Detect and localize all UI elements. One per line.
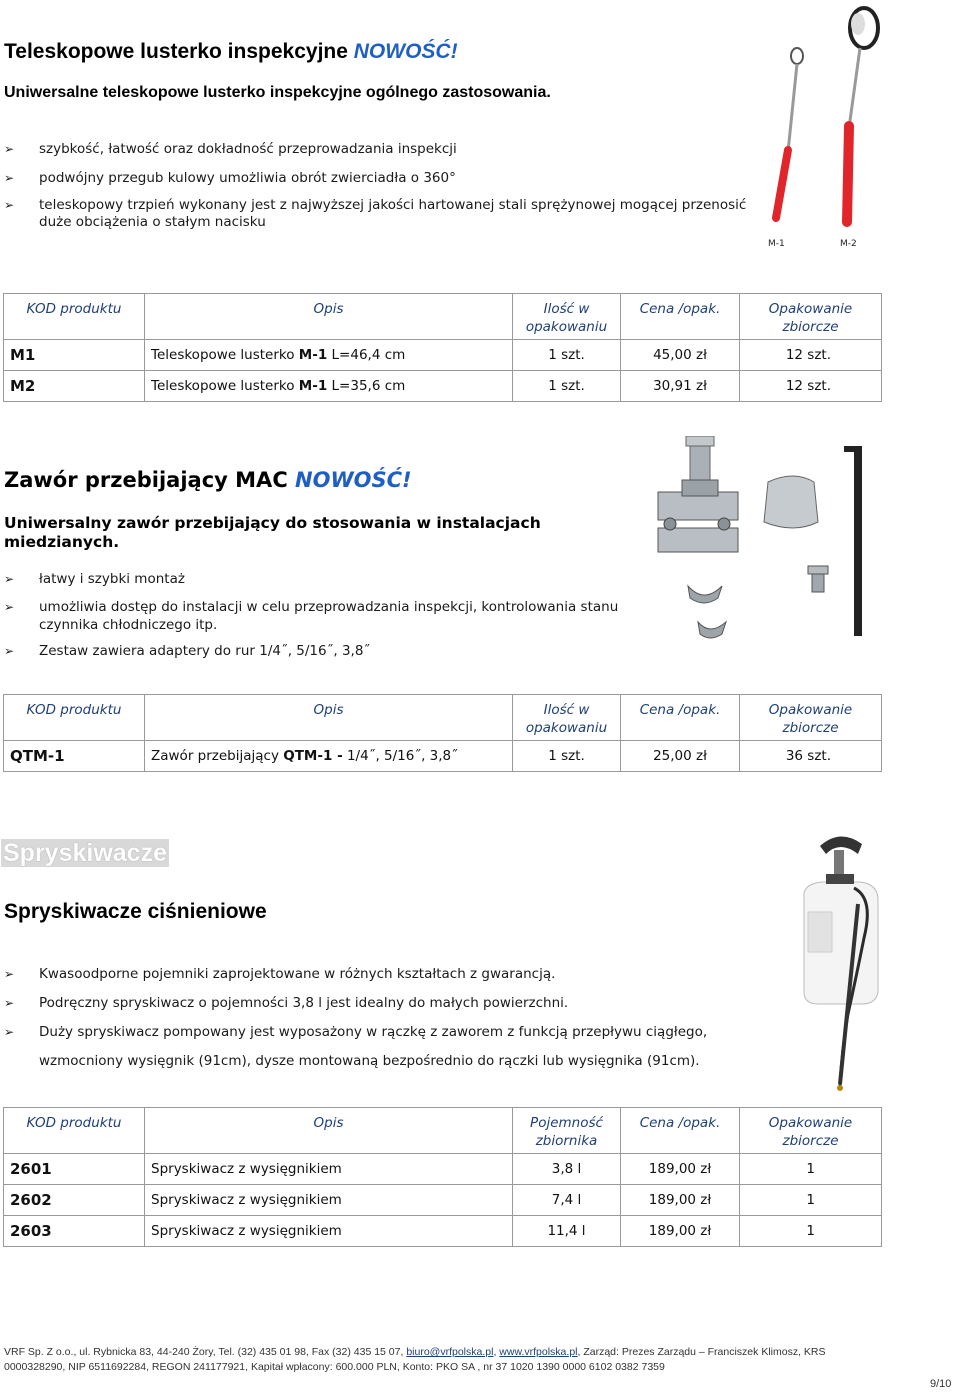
s3-bullet: ➢ Podręczny spryskiwacz o pojemności 3,8 l jest idealny do małych powierzchni. [4, 995, 569, 1011]
table-row: 2602 Spryskiwacz z wysięgnikiem 7,4 l 189,00 zł 1 [4, 1185, 882, 1216]
s3-bullet: ➢ Kwasoodporne pojemniki zaprojektowane w różnych kształtach z gwarancją. [4, 966, 556, 982]
s2-bullet-continuation: czynnika chłodniczego itp. [39, 617, 218, 633]
arrow-bullet-icon: ➢ [4, 996, 15, 1010]
label-m1: M-1 [768, 239, 785, 249]
table-header: KOD produktu Opis Ilość w opakowaniu Cena /opak. Opakowanie zbiorcze [4, 695, 882, 741]
s3-product-table [3, 1107, 882, 1247]
s2-subtitle: Uniwersalny zawór przebijający do stosowania w instalacjach miedzianych. [4, 514, 541, 551]
table-row: 2601 Spryskiwacz z wysięgnikiem 3,8 l 189,00 zł 1 [4, 1154, 882, 1185]
mirror-head-small [791, 48, 803, 64]
s2-bullet: ➢ łatwy i szybki montaż [4, 571, 185, 587]
page-number: 9/10 [930, 1378, 952, 1390]
handle-m2 [847, 126, 849, 222]
arrow-bullet-icon: ➢ [4, 600, 15, 614]
s1-bullet-continuation: duże obciążenia o stałym nacisku [39, 214, 266, 230]
pressure-sprayer-image [778, 828, 888, 1096]
s3-section-heading: Spryskiwacze [3, 839, 167, 867]
footer-web-link[interactable]: www.vrfpolska.pl [499, 1346, 578, 1358]
s3-bullet-continuation: wzmocniony wysięgnik (91cm), dysze montowaną bezpośrednio do rączki lub wysięgnika (91cm). [39, 1053, 700, 1069]
s2-bullet: ➢ Zestaw zawiera adaptery do rur 1/4˝, 5/16˝, 3,8˝ [4, 643, 371, 659]
footer-line-2: 0000328290, NIP 6511692284, REGON 241177921, Kapitał wpłacony: 600.000 PLN, Konto: PKO SA , nr 37 1020 1390 0000 6102 0382 7359 [4, 1361, 665, 1373]
arrow-bullet-icon: ➢ [4, 198, 15, 212]
arrow-bullet-icon: ➢ [4, 572, 15, 586]
s3-bullet: ➢ Duży spryskiwacz pompowany jest wyposażony w rączkę z zaworem z funkcją przepływu ciągłego, [4, 1024, 708, 1040]
rod-m1 [788, 64, 797, 152]
piercing-valve-image [648, 436, 880, 646]
s2-product-table [3, 694, 882, 772]
s1-subtitle: Uniwersalne teleskopowe lusterko inspekcyjne ogólnego zastosowania. [4, 84, 551, 101]
s2-bullet: ➢ umożliwia dostęp do instalacji w celu przeprowadzania inspekcji, kontrolowania stanu [4, 599, 619, 615]
s1-bullet: ➢ podwójny przegub kulowy umożliwia obrót zwierciadła o 360° [4, 170, 456, 186]
s3-title: Spryskiwacze ciśnieniowe [4, 900, 267, 923]
s1-nowosc-badge: NOWOŚĆ! [353, 40, 458, 63]
table-header: KOD produktu Opis Ilość w opakowaniu Cena /opak. Opakowanie zbiorcze [4, 294, 882, 340]
table-row: QTM-1 Zawór przebijający QTM-1 - 1/4˝, 5/16˝, 3,8˝ 1 szt. 25,00 zł 36 szt. [4, 741, 882, 772]
footer-email-link[interactable]: biuro@vrfpolska.pl [406, 1346, 494, 1358]
adapter [698, 622, 726, 638]
s1-title: Teleskopowe lusterko inspekcyjne NOWOŚĆ! [4, 40, 458, 63]
hex-key [844, 446, 862, 636]
valve-stem [690, 442, 710, 482]
adapter [688, 586, 722, 603]
table-header: KOD produktu Opis Pojemność zbiornika Cena /opak. Opakowanie zbiorcze [4, 1108, 882, 1154]
label-m2: M-2 [840, 239, 857, 249]
rod-m2 [849, 48, 860, 128]
s1-bullet: ➢ teleskopowy trzpień wykonany jest z najwyższej jakości hartowanej stali sprężynowej mogącej przenosić [4, 197, 747, 213]
s1-bullet: ➢ szybkość, łatwość oraz dokładność przeprowadzania inspekcji [4, 141, 457, 157]
arrow-bullet-icon: ➢ [4, 1025, 15, 1039]
inspection-mirrors-image [752, 0, 902, 250]
arrow-bullet-icon: ➢ [4, 967, 15, 981]
arrow-bullet-icon: ➢ [4, 142, 15, 156]
s1-product-table [3, 293, 882, 402]
table-row: M2 Teleskopowe lusterko M-1 L=35,6 cm 1 szt. 30,91 zł 12 szt. [4, 371, 882, 402]
arrow-bullet-icon: ➢ [4, 171, 15, 185]
handle-m1 [776, 150, 788, 218]
arrow-bullet-icon: ➢ [4, 644, 15, 658]
valve-cap [764, 476, 818, 528]
table-row: 2603 Spryskiwacz z wysięgnikiem 11,4 l 189,00 zł 1 [4, 1216, 882, 1247]
s2-title: Zawór przebijający MAC NOWOŚĆ! [4, 468, 412, 492]
table-row: M1 Teleskopowe lusterko M-1 L=46,4 cm 1 szt. 45,00 zł 12 szt. [4, 340, 882, 371]
s2-nowosc-badge: NOWOŚĆ! [295, 468, 412, 492]
footer-line-1: VRF Sp. Z o.o., ul. Rybnicka 83, 44-240 Żory, Tel. (32) 435 01 98, Fax (32) 435 15 07, biuro@vrfpolska.pl, www.vrfpolska.pl, Zarząd: Prezes Zarządu – Franciszek Klimosz, KRS [4, 1346, 826, 1358]
